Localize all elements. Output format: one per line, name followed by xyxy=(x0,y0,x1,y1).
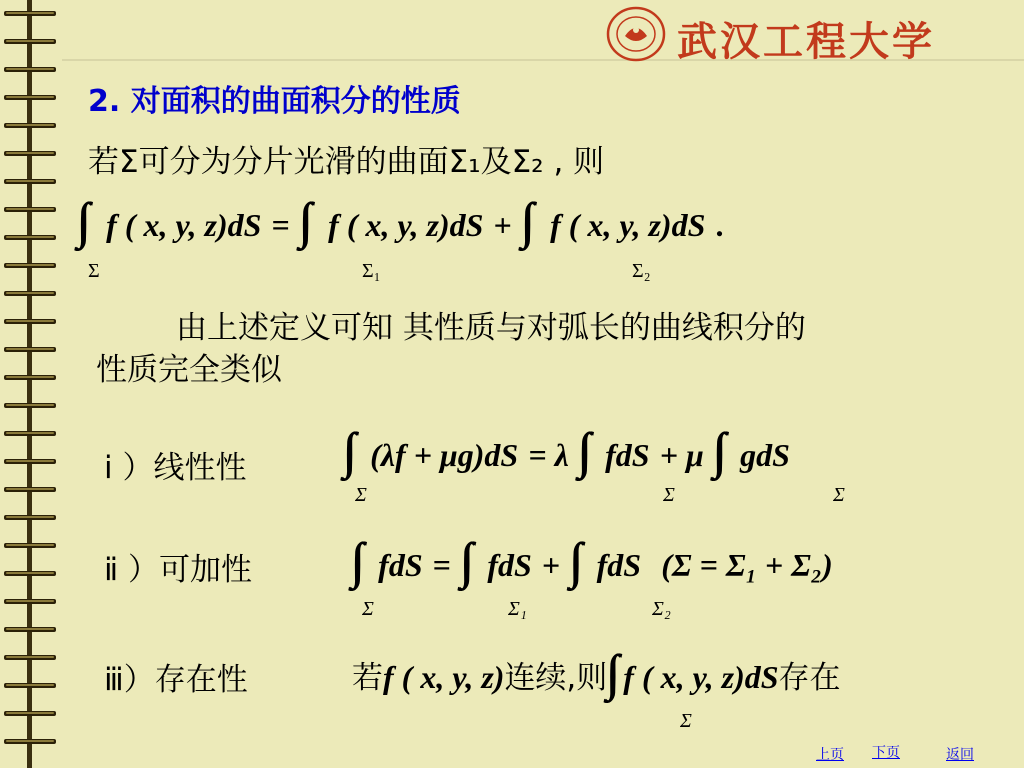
formula-condition: (Σ = Σ₁ + Σ₂) xyxy=(661,547,833,583)
region-label: Σ xyxy=(680,710,692,732)
university-emblem-icon xyxy=(605,6,667,62)
formula-lhs: fdS xyxy=(378,547,423,583)
paragraph-line-2: 性质完全类似 xyxy=(96,352,282,388)
formula-plus: + xyxy=(493,207,512,243)
formula-term: fdS xyxy=(605,437,650,473)
university-name: 武汉工程大学 xyxy=(677,18,935,65)
next-page-link[interactable]: 下页 xyxy=(872,745,900,761)
formula-op: + μ xyxy=(659,437,704,473)
region-label: Σ xyxy=(362,598,374,620)
binder-rings-decoration xyxy=(0,0,64,768)
formula-split xyxy=(78,194,724,247)
region-label: Σ xyxy=(88,260,100,282)
formula-end: . xyxy=(715,207,724,243)
region-label: Σ₁ xyxy=(362,260,381,282)
formula-linearity xyxy=(344,424,790,477)
existence-prefix: 若 xyxy=(352,660,383,696)
formula-term: fdS xyxy=(487,547,532,583)
region-label: Σ xyxy=(833,484,845,506)
formula-integrand: f ( x, y, z)dS xyxy=(623,659,779,695)
formula-existence xyxy=(352,646,841,699)
intro-text: 若Σ可分为分片光滑的曲面Σ₁及Σ₂ , 则 xyxy=(88,144,605,180)
formula-term: gdS xyxy=(740,437,790,473)
region-label: Σ xyxy=(663,484,675,506)
formula-integrand: f ( x, y, z)dS xyxy=(328,207,484,243)
region-label: Σ₁ xyxy=(508,598,527,620)
region-label: Σ xyxy=(355,484,367,506)
prev-page-link[interactable]: 上页 xyxy=(816,747,844,763)
region-label: Σ₂ xyxy=(652,598,671,620)
existence-function: f ( x, y, z) xyxy=(383,659,505,695)
property-linearity-label: ⅰ ）线性性 xyxy=(104,450,247,486)
paragraph-line-1: 由上述定义可知 其性质与对弧长的曲线积分的 xyxy=(176,310,806,346)
formula-op: + xyxy=(542,547,561,583)
formula-integrand: f ( x, y, z)dS xyxy=(550,207,706,243)
section-title: 2. 对面积的曲面积分的性质 xyxy=(88,84,461,119)
formula-additivity xyxy=(352,534,833,587)
formula-term: fdS xyxy=(596,547,642,583)
existence-suffix: 存在 xyxy=(778,660,841,696)
university-logo xyxy=(605,6,1015,65)
formula-integrand: f ( x, y, z)dS xyxy=(106,207,262,243)
formula-rhs-coef: = λ xyxy=(528,437,569,473)
back-link[interactable]: 返回 xyxy=(946,747,974,763)
existence-mid: 连续,则 xyxy=(504,660,608,696)
region-label: Σ₂ xyxy=(632,260,651,282)
property-additivity-label: ⅱ ）可加性 xyxy=(104,552,253,588)
formula-equals: = xyxy=(271,207,290,243)
formula-lhs: (λf + μg)dS xyxy=(370,437,519,473)
property-existence-label: ⅲ）存在性 xyxy=(104,662,248,698)
formula-equals: = xyxy=(432,547,452,583)
